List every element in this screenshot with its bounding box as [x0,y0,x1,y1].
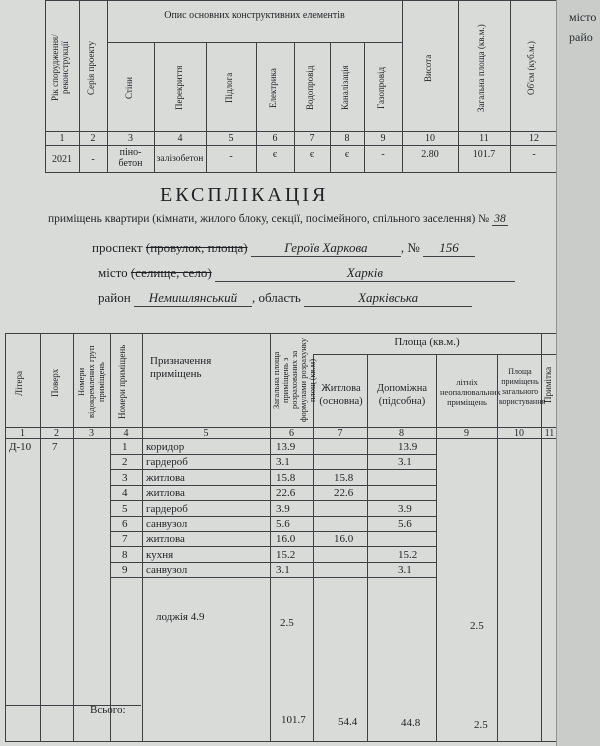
sewer-header: Каналізація [340,65,350,111]
totals-aux: 44.8 [401,717,421,729]
area-group-header: Площа (кв.м.) [394,336,460,348]
room-purpose: коридор [146,441,185,453]
room-total-area: 15.8 [276,472,296,484]
room-purpose: житлова [146,487,185,499]
room-aux-area: 15.2 [398,549,418,561]
room-purpose: кухня [146,549,174,561]
aux-area-header: Допоміжна (підсобна) [376,383,428,407]
common-area-header: Площа приміщень загального користування [499,367,546,406]
room-total-area: 5.6 [276,518,290,530]
series-value: - [91,154,95,165]
water-value: є [309,149,315,160]
district-line [98,290,472,307]
row-underline [110,562,436,563]
col-number: 8 [344,133,350,144]
col-number: 10 [514,428,524,439]
purpose-header: Призначення приміщень [150,355,212,380]
room-total-area: 22.6 [276,487,296,499]
number-label: , № [400,240,420,255]
electric-header: Електрика [268,68,278,108]
room-number: 7 [122,533,128,545]
district-value: Немишлянський [134,290,252,307]
row-underline [110,469,436,470]
room-living-area: 22.6 [334,487,354,499]
loggia-total: 2.5 [280,617,294,629]
room-purpose: гардероб [146,503,188,515]
flooring-header: Підлога [224,72,234,104]
summer-area-header: літніх неопалювальних приміщень [440,377,501,407]
water-header: Водопровід [305,65,315,111]
room-living-area: 15.8 [334,472,354,484]
note-header: Примітка [543,366,553,404]
col-number: 3 [128,133,133,144]
elements-header: Опис основних конструктивних елементів [164,10,345,21]
apartment-number: 38 [492,213,508,226]
totals-summer: 2.5 [474,719,488,731]
room-number: 9 [122,564,128,576]
col-number: 7 [337,428,343,439]
room-total-area: 3.9 [276,503,290,515]
room-aux-area: 3.1 [398,564,412,576]
col-number: 9 [464,428,469,439]
subtitle [48,213,508,226]
city-line [98,265,515,282]
room-total-area: 3.1 [276,564,290,576]
loggia-purpose: лоджія 4.9 [156,611,205,623]
room-number: 3 [122,472,128,484]
room-number: 6 [122,518,128,530]
room-number: 5 [122,503,128,515]
col-number: 9 [380,133,386,144]
col-number: 11 [479,133,489,144]
room-aux-area: 13.9 [398,441,418,453]
room-total-area: 16.0 [276,533,296,545]
year-value: 2021 [52,154,72,165]
room-total-area: 3.1 [276,456,290,468]
row-underline [110,485,436,486]
row-underline [110,500,436,501]
totals-label: Всього: [90,704,126,716]
col-number: 4 [177,133,183,144]
litera-value: Д-10 [9,441,32,453]
room-purpose: санвузол [146,518,188,530]
room-number: 2 [122,456,128,468]
street-strike: (провулок, площа) [145,240,248,255]
group-number-header: Номери відокремлених груп приміщень [76,345,106,419]
flooring-value: - [229,151,233,162]
col-number: 2 [54,428,59,439]
loggia-summer: 2.5 [470,620,484,632]
row-underline [110,546,436,547]
room-aux-area: 5.6 [398,518,412,530]
area-value: 101.7 [472,149,496,160]
room-total-area: 15.2 [276,549,296,561]
col-number: 5 [203,428,209,439]
adjacent-text: місто [569,10,597,24]
col-number: 2 [90,133,96,144]
room-living-area: 16.0 [334,533,354,545]
house-number: 156 [423,240,475,257]
subtitle-text: приміщень квартири (кімнати, жилого блоку, секції, посімейного, спільного заселення) № [48,213,490,225]
col-number: 5 [228,133,234,144]
room-number-header: Номери приміщень [117,344,127,420]
litera-header: Літера [14,370,24,396]
electric-value: є [272,149,278,160]
city-strike: (селище, село) [130,265,212,280]
floors-value: залізобетон [156,154,204,164]
col-number: 10 [425,133,435,144]
room-purpose: житлова [146,472,185,484]
walls-value: піно-бетон [118,147,143,169]
row-underline [110,516,436,517]
oblast-label: , область [251,290,301,305]
col-number: 7 [309,133,315,144]
year-header: Рік спорудження/ реконструкції [50,34,70,102]
street-value: Героїв Харкова [251,240,401,257]
room-number: 4 [122,487,128,499]
col-number: 6 [289,428,294,439]
walls-header: Стіни [124,77,134,99]
col-number: 12 [529,133,539,144]
volume-header: Об'єм (куб.м.) [526,41,536,95]
room-aux-area: 3.1 [398,456,412,468]
room-total-area: 13.9 [276,441,296,453]
adjacent-text: райо [569,30,593,44]
height-value: 2.80 [421,149,439,160]
floors-header: Перекриття [174,65,184,111]
room-purpose: житлова [146,533,185,545]
totals-total: 101.7 [281,714,306,726]
floor-value: 7 [52,441,58,453]
room-purpose: санвузол [146,564,188,576]
district-label: район [98,290,131,305]
room-number: 8 [122,549,128,561]
col-number: 6 [272,133,278,144]
oblast-value: Харківська [304,290,472,307]
gas-header: Газопровід [376,66,386,110]
col-number: 8 [399,428,404,439]
adjacent-page [556,0,600,746]
volume-value: - [532,149,536,160]
row-underline [110,577,436,578]
col-number: 3 [89,428,94,439]
totals-living: 54.4 [338,716,358,728]
document-title: ЕКСПЛІКАЦІЯ [160,184,329,206]
col-number: 11 [544,428,555,439]
room-purpose: гардероб [146,456,188,468]
row-underline [110,454,436,455]
city-value: Харків [215,265,515,282]
area-header: Загальна площа (кв.м.) [476,24,486,112]
city-label: місто [98,265,128,280]
street-label: проспект [92,240,143,255]
row-underline [110,531,436,532]
col-number: 1 [59,133,65,144]
street-line [92,240,475,257]
room-number: 1 [122,441,128,453]
total-area-header: Загальна площа приміщень з розрахованих за формулами розрахунку площ (кв.м) [271,337,317,423]
col-number: 4 [123,428,129,439]
gas-value: - [381,149,385,160]
col-number: 1 [20,428,25,439]
series-header: Серія проекту [86,41,96,95]
height-header: Висота [423,54,433,82]
room-aux-area: 3.9 [398,503,412,515]
floor-header: Поверх [50,368,60,398]
living-area-header: Житлова (основна) [319,383,363,407]
sewer-value: є [344,149,350,160]
